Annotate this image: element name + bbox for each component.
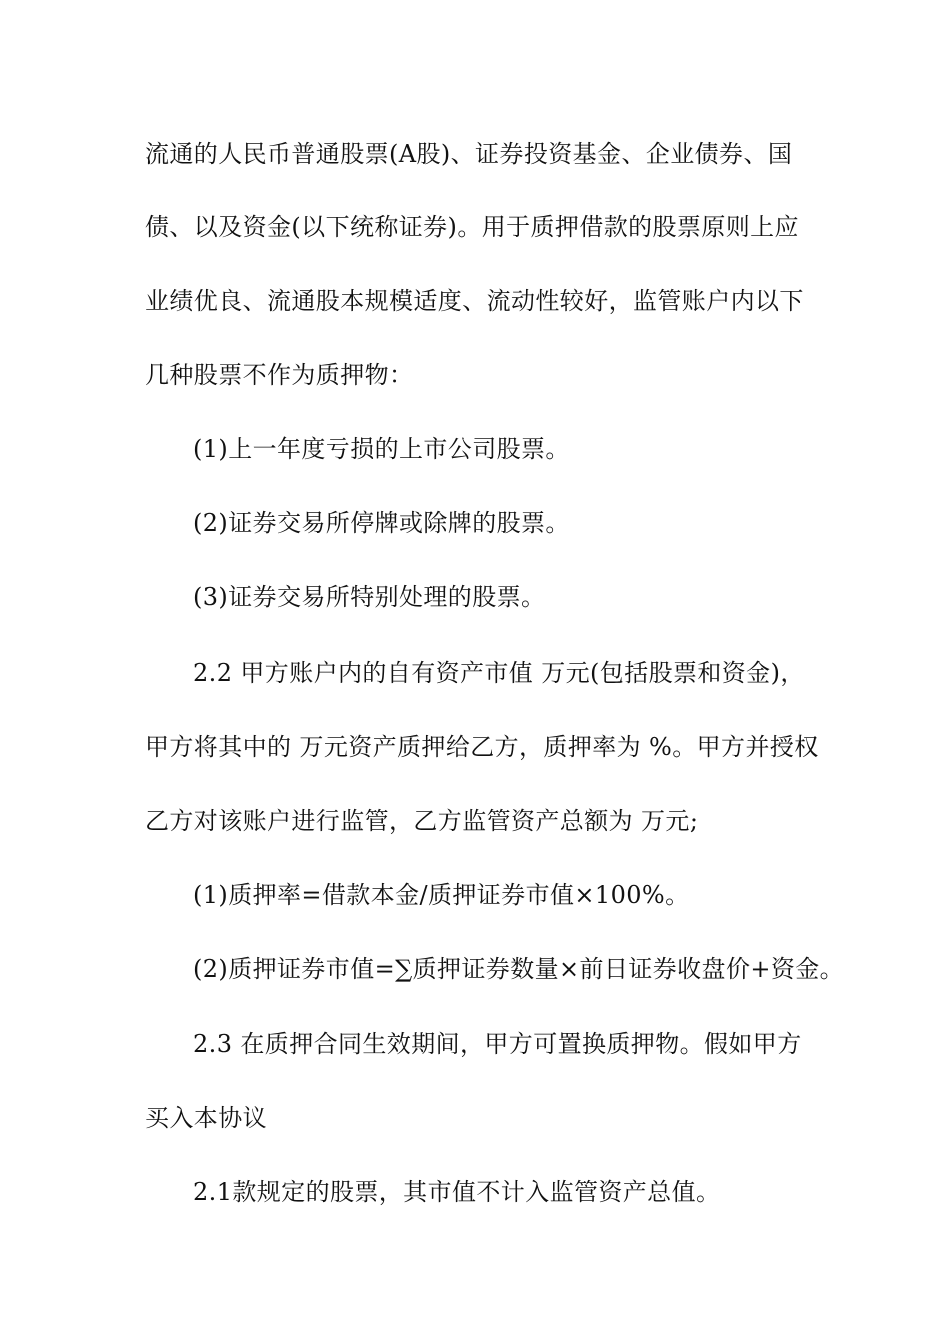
section-text: 2.2 甲方账户内的自有资产市值 万元(包括股票和资金)，: [193, 659, 805, 687]
section-text: 2.1款规定的股票，其市值不计入监管资产总值。: [193, 1178, 721, 1206]
section-text: 2.3 在质押合同生效期间，甲方可置换质押物。假如甲方: [193, 1030, 802, 1058]
list-item: (1)上一年度亏损的上市公司股票。: [193, 435, 570, 463]
list-item: (1)质押率=借款本金/质押证券市值×100%。: [193, 881, 690, 909]
text-line: 买入本协议: [145, 1104, 267, 1132]
text-line: 债、以及资金(以下统称证券)。用于质押借款的股票原则上应: [145, 213, 799, 241]
text-line: 乙方对该账户进行监管，乙方监管资产总额为 万元;: [145, 807, 699, 835]
list-item: (2)证券交易所停牌或除牌的股票。: [193, 509, 570, 537]
text-line: 甲方将其中的 万元资产质押给乙方，质押率为 %。甲方并授权: [145, 733, 819, 761]
text-line: 几种股票不作为质押物：: [145, 361, 414, 389]
text-line: 流通的人民币普通股票(A股)、证券投资基金、企业债券、国: [145, 140, 793, 168]
text-line: 业绩优良、流通股本规模适度、流动性较好，监管账户内以下: [145, 287, 804, 315]
list-item: (2)质押证券市值=∑质押证券数量×前日证券收盘价+资金。: [193, 955, 845, 983]
list-item: (3)证券交易所特别处理的股票。: [193, 583, 546, 611]
